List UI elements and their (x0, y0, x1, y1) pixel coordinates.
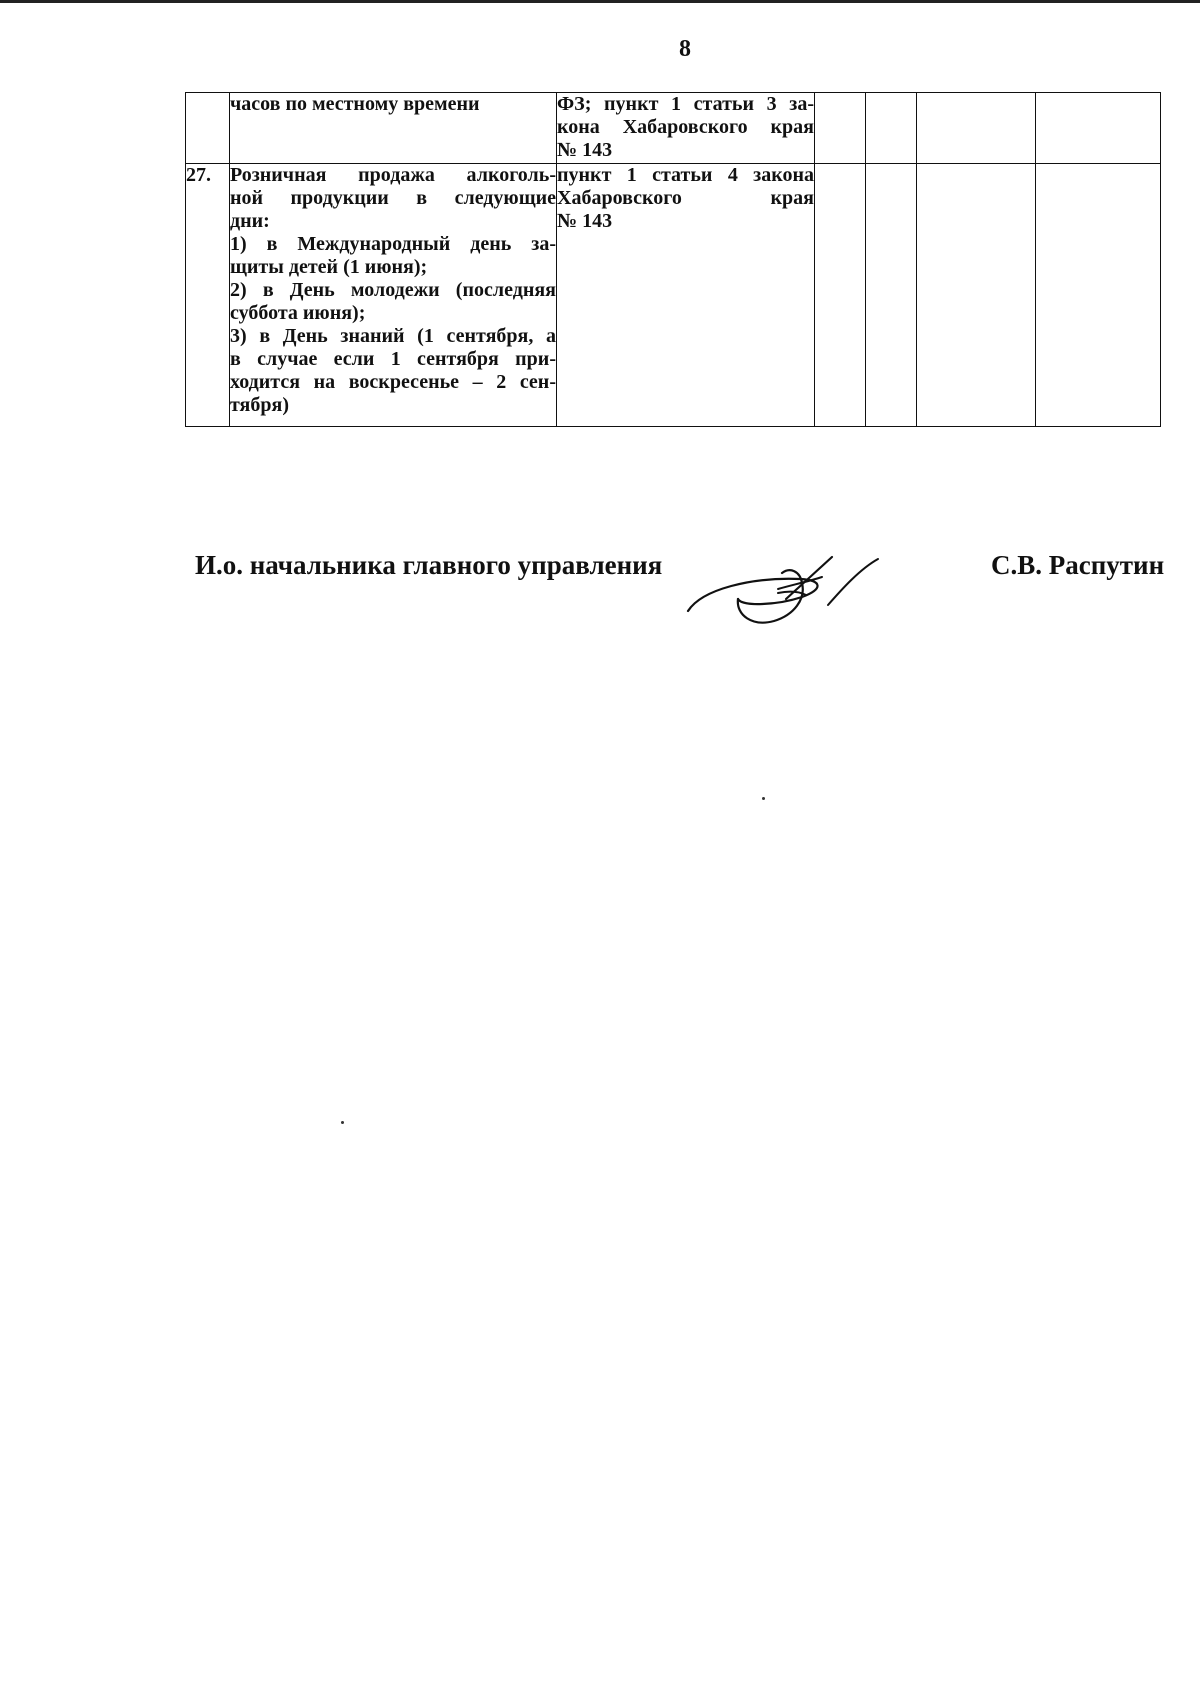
table-row (186, 164, 1161, 427)
law-reference-cell (557, 164, 815, 427)
description-line: тября) (230, 394, 289, 416)
empty-cell (917, 164, 1036, 427)
empty-cell (866, 164, 917, 427)
signatory-position: И.о. начальника главного управления (195, 550, 663, 580)
signatory-name: С.В. Распутин (991, 550, 1165, 580)
regulation-table (185, 92, 1161, 427)
description-line: часов по местному времени (230, 93, 480, 115)
row-number-cell (186, 93, 230, 164)
page-number: 8 (679, 36, 691, 62)
table-row (186, 93, 1161, 164)
scan-speck (762, 797, 765, 800)
description-line: в случае если 1 сентября при- (230, 348, 556, 370)
law-line: кона Хабаровского края (557, 116, 814, 138)
description-line: 3) в День знаний (1 сентября, а (230, 325, 556, 347)
law-line: пункт 1 статьи 4 закона (557, 164, 814, 186)
description-line: 1) в Международный день за- (230, 233, 556, 255)
row-number: 27. (186, 164, 211, 186)
empty-cell (866, 93, 917, 164)
description-line: Розничная продажа алкоголь- (230, 164, 556, 186)
law-line: Хабаровского края (557, 187, 814, 209)
description-line: ной продукции в следующие (230, 187, 556, 209)
empty-cell (1036, 164, 1161, 427)
description-cell (230, 164, 557, 427)
scan-speck (341, 1121, 344, 1124)
description-line: суббота июня); (230, 302, 366, 324)
description-line: щиты детей (1 июня); (230, 256, 428, 278)
empty-cell (917, 93, 1036, 164)
law-line: № 143 (557, 210, 613, 232)
description-cell (230, 93, 557, 164)
handwritten-signature (682, 555, 912, 635)
law-line: ФЗ; пункт 1 статьи 3 за- (557, 93, 814, 115)
empty-cell (815, 164, 866, 427)
row-number-cell (186, 164, 230, 427)
description-line: дни: (230, 210, 270, 232)
law-line: № 143 (557, 139, 613, 161)
scan-edge (0, 0, 1200, 3)
description-line: 2) в День молодежи (последняя (230, 279, 556, 301)
law-reference-cell (557, 93, 815, 164)
empty-cell (815, 93, 866, 164)
empty-cell (1036, 93, 1161, 164)
description-line: ходится на воскресенье – 2 сен- (230, 371, 556, 393)
